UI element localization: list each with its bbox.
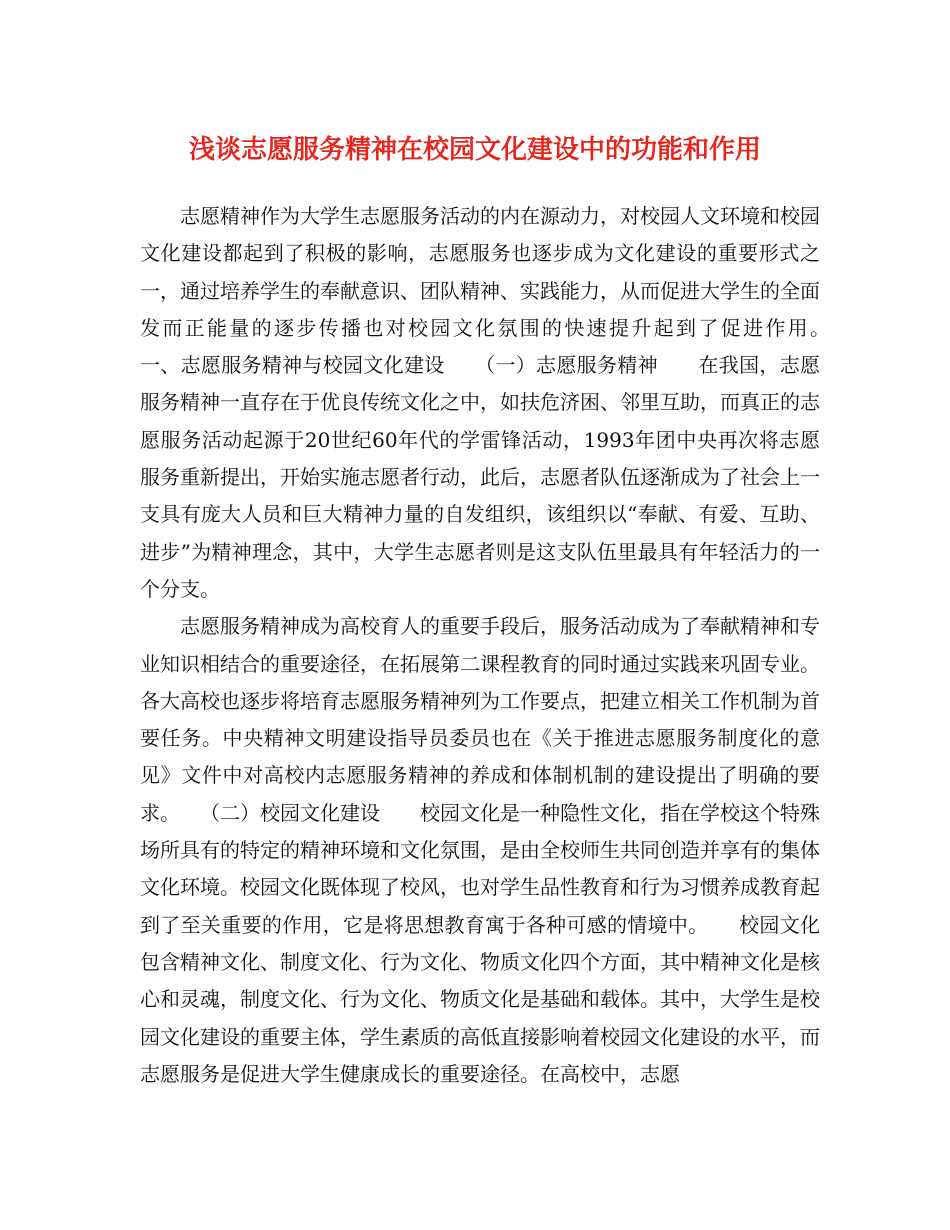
paragraph-2: 志愿服务精神成为高校育人的重要手段后，服务活动成为了奉献精神和专业知识相结合的重要途径，在拓展第二课程教育的同时通过实践来巩固专业。各大高校也逐步将培育志愿服务精神列为工作要点，把建立相关工作机制为首要任务。中央精神文明建设指导员委员也在《关于推进志愿服务制度化的意见》文件中对高校内志愿服务精神的养成和体制机制的建设提出了明确的要求。 （二）校园文化建设 校园文化是一种隐性文化，指在学校这个特殊场所具有的特定的精神环境和文化氛围，是由全校师生共同创造并享有的集体文化环境。校园文化既体现了校风，也对学生品性教育和行为习惯养成教育起到了至关重要的作用，它是将思想教育寓于各种可感的情境中。 校园文化包含精神文化、制度文化、行为文化、物质文化四个方面，其中精神文化是核心和灵魂，制度文化、行为文化、物质文化是基础和载体。其中，大学生是校园文化建设的重要主体，学生素质的高低直接影响着校园文化建设的水平，而志愿服务是促进大学生健康成长的重要途径。在高校中，志愿 [140, 614, 820, 1086]
document-title: 浅谈志愿服务精神在校园文化建设中的功能和作用 [188, 135, 761, 165]
document-body [140, 198, 860, 1093]
paragraph-1: 志愿精神作为大学生志愿服务活动的内在源动力，对校园人文环境和校园文化建设都起到了积极的影响，志愿服务也逐步成为文化建设的重要形式之一，通过培养学生的奉献意识、团队精神、实践能力，从而促进大学生的全面发而正能量的逐步传播也对校园文化氛围的快速提升起到了促进作用。 一、志愿服务精神与校园文化建设 （一）志愿服务精神 在我国，志愿服务精神一直存在于优良传统文化之中，如扶危济困、邻里互助，而真正的志愿服务活动起源于20世纪60年代的学雷锋活动，1993年团中央再次将志愿服务重新提出，开始实施志愿者行动，此后，志愿者队伍逐渐成为了社会上一支具有庞大人员和巨大精神力量的自发组织，该组织以“奉献、有爱、互助、进步”为精神理念，其中，大学生志愿者则是这支队伍里最具有年轻活力的一个分支。 [140, 204, 860, 601]
